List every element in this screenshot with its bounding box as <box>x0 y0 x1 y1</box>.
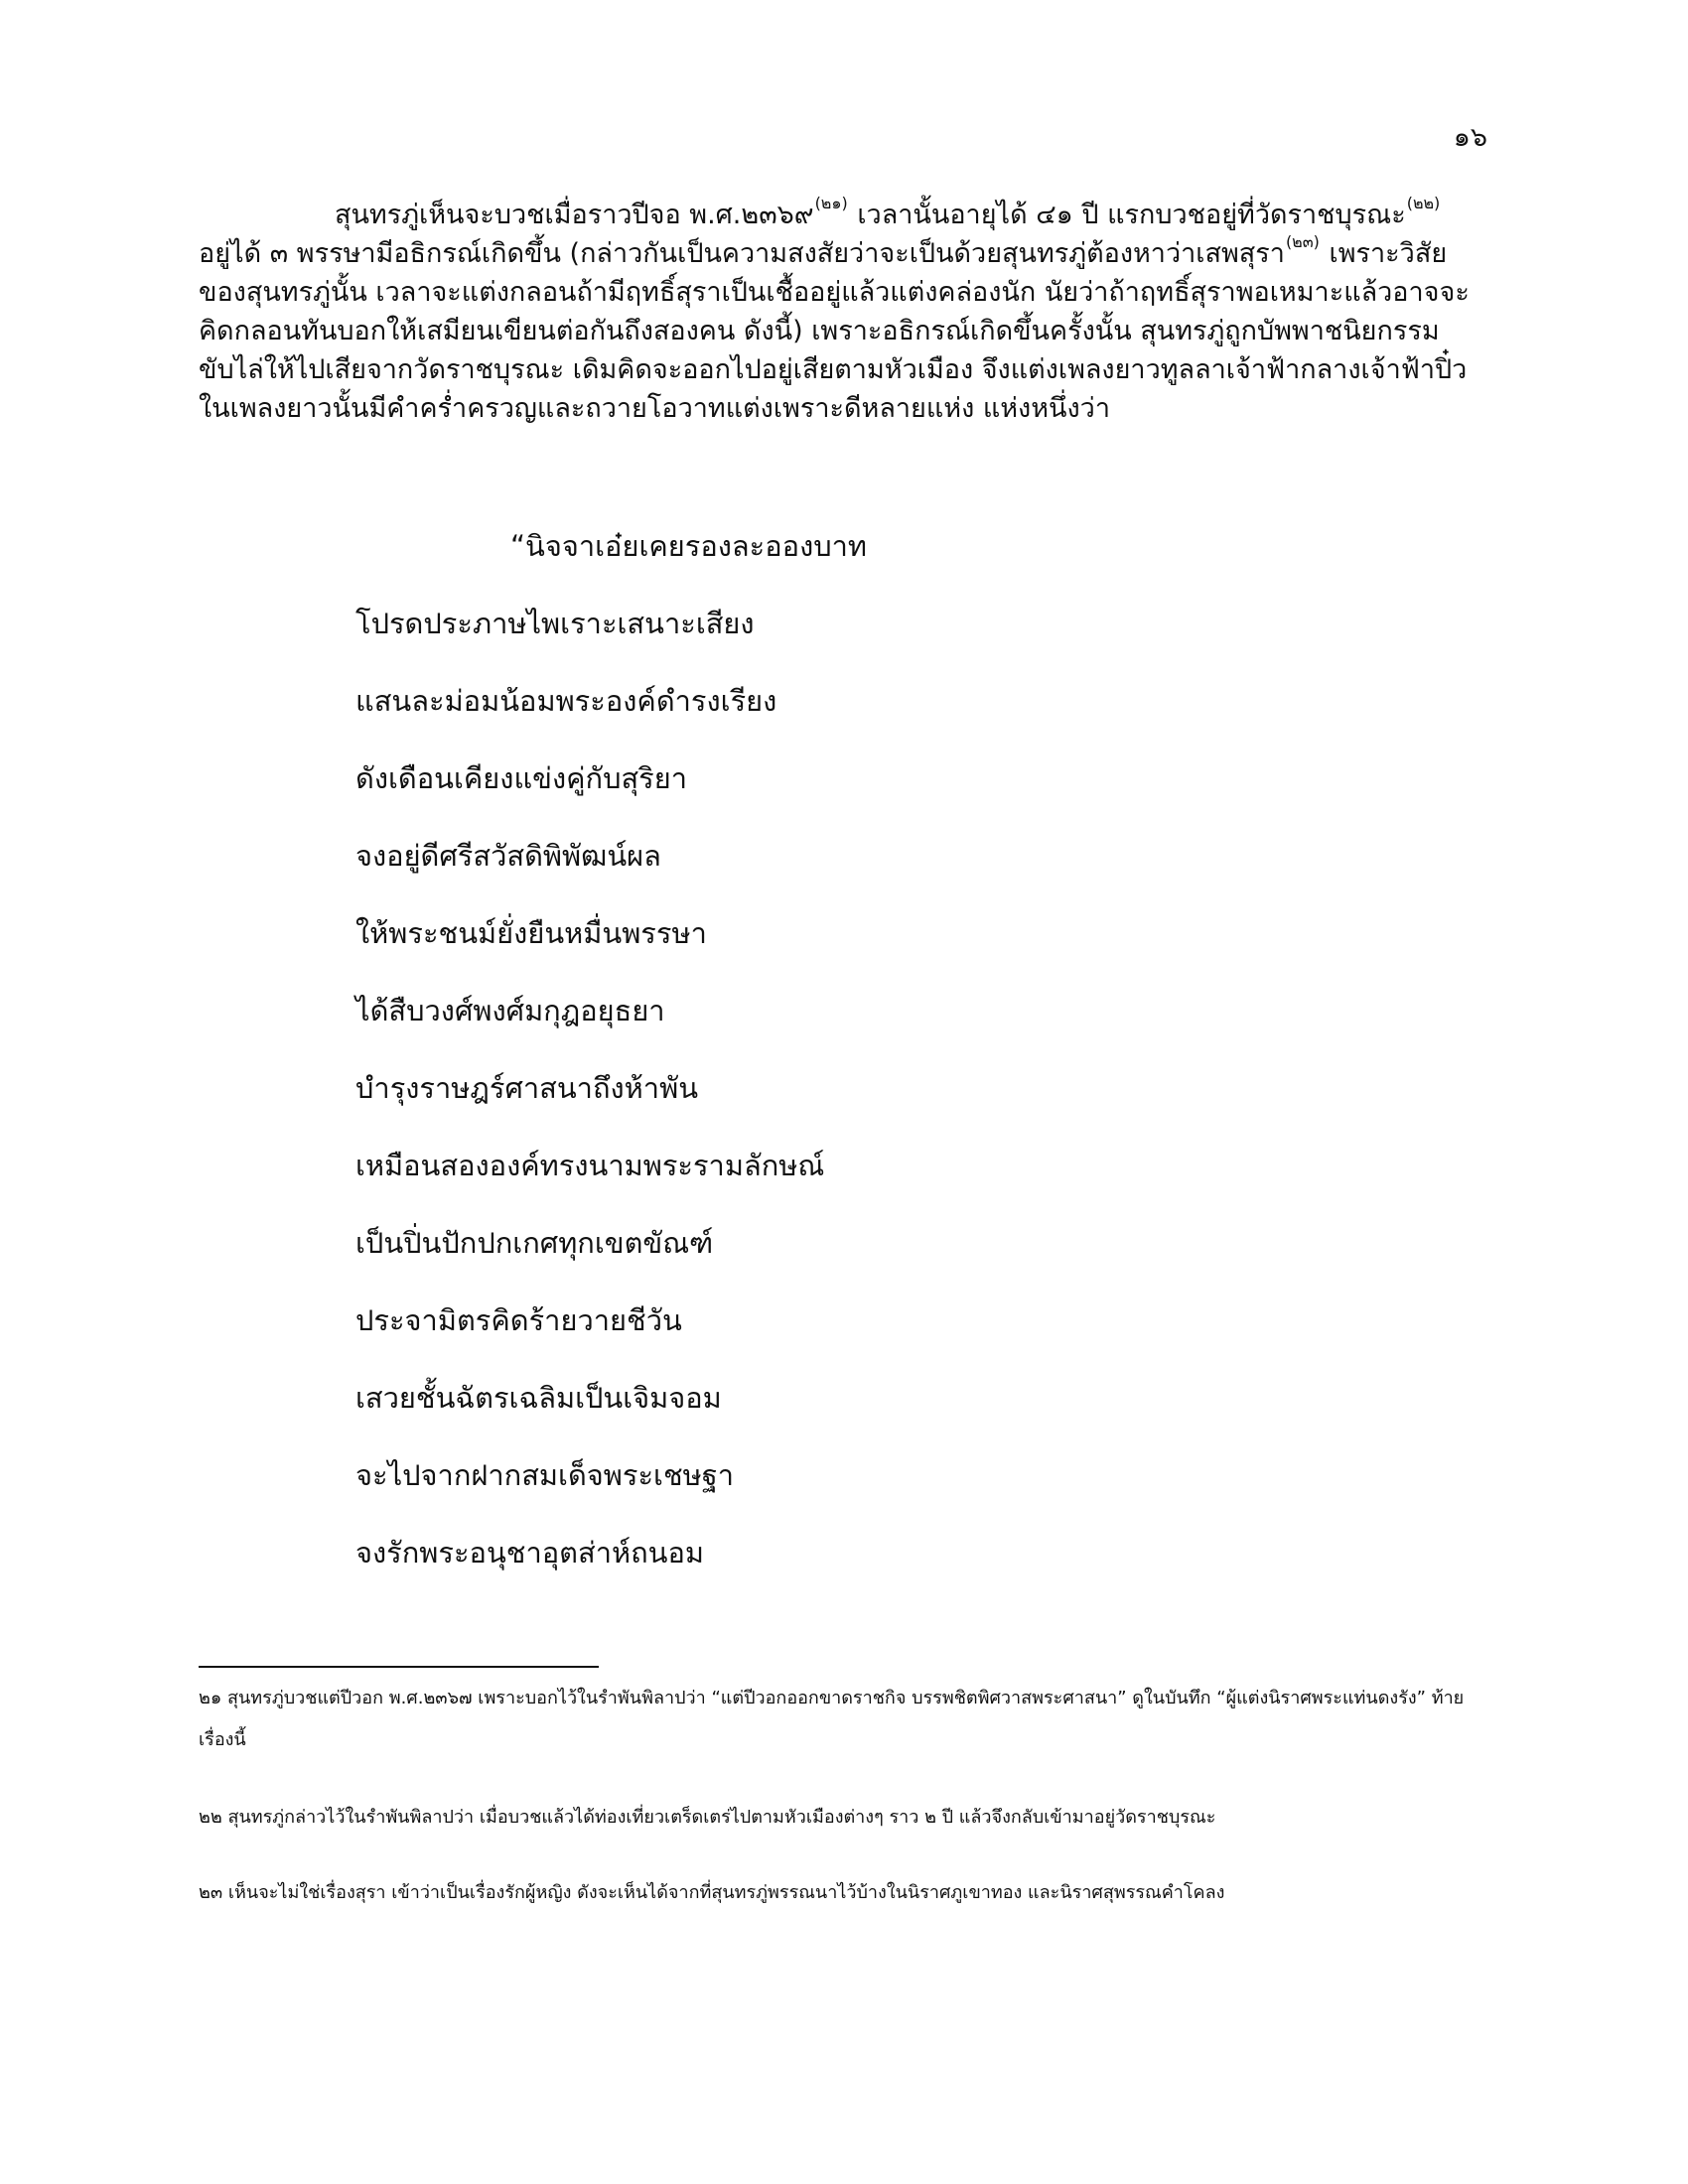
footnote-text: ๒๒ สุนทรภู่กล่าวไว้ในรำพันพิลาปว่า เมื่อบวชแล้วได้ท่องเที่ยวเตร็ดเตร่ไปตามหัวเมืองต่างๆ ราว ๒ ปี แล้วจึงกลับเข้ามาอยู่วัดราชบุรณะ <box>199 1807 1216 1828</box>
poem-line: ประจามิตรคิดร้ายวายชีวัน <box>355 1303 682 1337</box>
poem-line: ให้พระชนม์ยั่งยืนหมื่นพรรษา <box>355 916 707 950</box>
paragraph-text: อยู่ได้ ๓ พรรษามีอธิกรณ์เกิดขึ้น (กล่าวกันเป็นความสงสัยว่าจะเป็นด้วยสุนทรภู่ต้องหาว่าเสพสุรา <box>199 238 1285 269</box>
poem-line: แสนละม่อมน้อมพระองค์ดำรงเรียง <box>355 684 777 718</box>
poem-line: จะไปจากฝากสมเด็จพระเชษฐา <box>355 1458 735 1492</box>
poem-line: บำรุงราษฎร์ศาสนาถึงห้าพัน <box>355 1071 699 1105</box>
poem-line: ได้สืบวงศ์พงศ์มกุฎอยุธยา <box>355 994 665 1027</box>
paragraph-text: เพราะวิสัย <box>1320 238 1448 269</box>
body-paragraph <box>199 196 1481 428</box>
footnote-text: เรื่องนี้ <box>199 1729 246 1750</box>
paragraph-line: คิดกลอนทันบอกให้เสมียนเขียนต่อกันถึงสองคน ดังนี้) เพราะอธิกรณ์เกิดขึ้นครั้งนั้น สุนทรภู่ถูกบัพพาชนิยกรรม <box>199 316 1440 346</box>
paragraph-text: เวลานั้นอายุได้ ๔๑ ปี แรกบวชอยู่ที่วัดราชบุรณะ <box>848 200 1406 230</box>
footnote-reference-21: (๒๑) <box>814 194 848 212</box>
poem-line: เหมือนสององค์ทรงนามพระรามลักษณ์ <box>355 1149 825 1182</box>
footnote-text: ๒๑ สุนทรภู่บวชแต่ปีวอก พ.ศ.๒๓๖๗ เพราะบอกไว้ในรำพันพิลาปว่า “แต่ปีวอกออกขาดราชกิจ บรรพชิตพิศวาสพระศาสนา” ดูในบันทึก “ผู้แต่งนิราศพระแท่นดงรัง” ท้าย <box>199 1688 1465 1708</box>
footnote-21 <box>199 1678 1489 1761</box>
paragraph-line <box>199 234 1481 273</box>
paragraph-line: ของสุนทรภู่นั้น เวลาจะแต่งกลอนถ้ามีฤทธิ์สุราเป็นเชื้ออยู่แล้วแต่งคล่องนัก นัยว่าถ้าฤทธิ์สุราพอเหมาะแล้วอาจจะ <box>199 277 1470 308</box>
footnote-23 <box>199 1872 1489 1914</box>
poem-line: จงรักพระอนุชาอุตส่าห์ถนอม <box>355 1536 705 1570</box>
poem-line: จงอยู่ดีศรีสวัสดิพิพัฒน์ผล <box>355 839 661 873</box>
footnote-22 <box>199 1797 1489 1839</box>
footnote-reference-23: (๒๓) <box>1285 232 1320 251</box>
footnote-text: ๒๓ เห็นจะไม่ใช่เรื่องสุรา เข้าว่าเป็นเรื่องรักผู้หญิง ดังจะเห็นได้จากที่สุนทรภู่พรรณนาไว้บ้างในนิราศภูเขาทอง และนิราศสุพรรณคำโคลง <box>199 1882 1225 1903</box>
poem-line: โปรดประภาษไพเราะเสนาะเสียง <box>355 607 755 640</box>
paragraph-text: สุนทรภู่เห็นจะบวชเมื่อราวปีจอ พ.ศ.๒๓๖๙ <box>335 200 814 230</box>
poem-line: ดังเดือนเคียงแข่งคู่กับสุริยา <box>355 761 688 795</box>
footnote-separator <box>199 1666 599 1668</box>
poem-line: เป็นปิ่นปักปกเกศทุกเขตขัณฑ์ <box>355 1226 714 1260</box>
page-number: ๑๖ <box>1453 122 1487 153</box>
paragraph-line <box>199 196 1481 234</box>
paragraph-line: ในเพลงยาวนั้นมีคำคร่ำครวญและถวายโอวาทแต่งเพราะดีหลายแห่ง แห่งหนึ่งว่า <box>199 393 1110 424</box>
paragraph-line: ขับไล่ให้ไปเสียจากวัดราชบุรณะ เดิมคิดจะออกไปอยู่เสียตามหัวเมือง จึงแต่งเพลงยาวทูลลาเจ้าฟ้ากลางเจ้าฟ้าปิ๋ว <box>199 354 1468 385</box>
poem-line: เสวยชั้นฉัตรเฉลิมเป็นเจิมจอม <box>355 1381 722 1415</box>
footnote-reference-22: (๒๒) <box>1406 194 1441 212</box>
poem-line: “นิจจาเอ๋ยเคยรองละอองบาท <box>510 529 868 563</box>
